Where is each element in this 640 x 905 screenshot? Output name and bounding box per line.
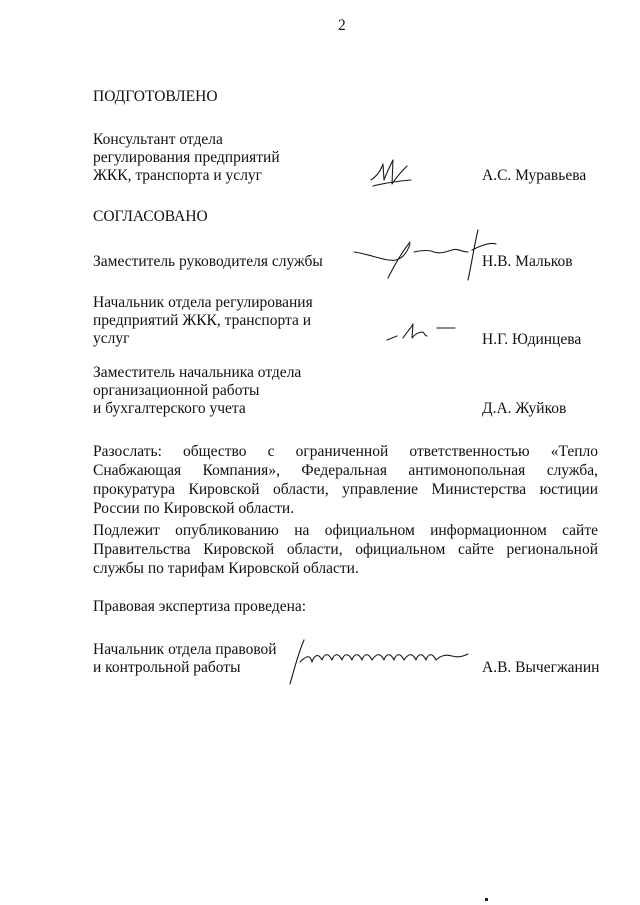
scan-speck [485,898,488,901]
position-line: предприятий ЖКК, транспорта и [93,312,311,329]
position-line: регулирования предприятий [93,149,280,166]
publication-paragraph: Подлежит опубликованию на официальном информационном сайте Правительства Кировской области, официальном сайте региональной службы по тарифам Кировской области. [93,522,598,577]
signature-muravyeva [365,150,435,195]
signer-position [93,294,313,348]
legal-review-position [93,641,277,677]
signature-yudintseva [385,318,460,348]
position-line: ЖКК, транспорта и услуг [93,167,263,184]
prepared-heading: ПОДГОТОВЛЕНО [93,88,218,105]
prepared-position [93,131,280,185]
signer-position: Заместитель руководителя службы [93,253,323,270]
signature-vychegzhanin [282,632,472,687]
position-line: Консультант отдела [93,131,223,148]
page-number: 2 [338,17,346,34]
agreed-heading: СОГЛАСОВАНО [93,208,208,225]
signer-position [93,364,301,418]
position-line: Начальник отдела правовой [93,641,277,658]
legal-review-heading: Правовая экспертиза проведена: [93,598,307,615]
signer-name: Н.В. Мальков [482,253,573,270]
signer-name: Д.А. Жуйков [482,400,567,417]
signature-malkov [350,222,500,292]
position-line: Начальник отдела регулирования [93,294,313,311]
position-line: Заместитель начальника отдела [93,364,302,381]
position-line: и бухгалтерского учета [93,400,246,417]
distribution-paragraph: Разослать: общество с ограниченной ответственностью «Тепло Снабжающая Компания», Федеральная антимонопольная служба, прокуратура Кировской области, управление Министерства юстиции России по Кировской области. [93,443,598,517]
prepared-name: А.С. Муравьева [482,167,587,184]
legal-review-name: А.В. Вычегжанин [482,659,600,676]
position-line: организационной работы [93,382,260,399]
signer-name: Н.Г. Юдинцева [482,331,582,348]
position-line: услуг [93,330,130,347]
position-line: и контрольной работы [93,659,241,676]
